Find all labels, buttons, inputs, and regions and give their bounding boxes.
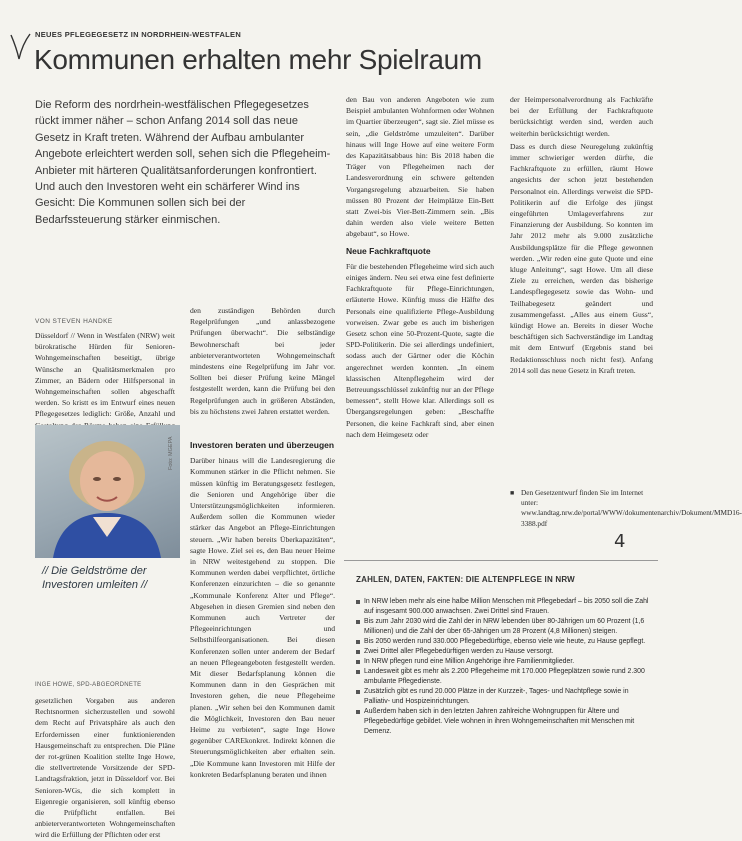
article-column-1-bottom bbox=[35, 695, 175, 841]
pull-quote: // Die Geldströme der Investoren umleiten // bbox=[42, 565, 148, 591]
portrait-illustration bbox=[35, 425, 180, 558]
article-headline: Kommunen erhalten mehr Spielraum bbox=[34, 44, 482, 75]
facts-item: Bis 2050 werden rund 330.000 Pflegebedürftige, ebenso viele wie heute, zu Hause gepflegt. bbox=[356, 637, 652, 647]
quote-author: INGE HOWE, SPD-ABGEORDNETE bbox=[35, 682, 142, 688]
facts-item: Zwei Drittel aller Pflegebedürftigen werden zu Hause versorgt. bbox=[356, 647, 652, 657]
section-kicker: NEUES PFLEGEGESETZ IN NORDRHEIN-WESTFALEN bbox=[35, 30, 242, 39]
facts-item: Landesweit gibt es mehr als 2.200 Pflegeheime mit 170.000 Pflegeplätzen sowie rund 2.300 ambulante Pflegedienste. bbox=[356, 667, 652, 687]
facts-item: Außerdem haben sich in den letzten Jahren zahlreiche Wohngruppen für Ältere und Pflegebedürftige gebildet. Viele wohnen in ihren Wohngemeinschaften mit Menschen mit Demenz. bbox=[356, 707, 652, 737]
facts-box bbox=[344, 560, 658, 839]
subheading: Investoren beraten und überzeugen bbox=[190, 440, 335, 450]
portrait-photo bbox=[35, 425, 180, 558]
article-paragraph: Dass es durch diese Neuregelung zukünftig immer schwieriger werden dürfte, die Fachkraftquote zu erfüllen, räumt Howe angesichts der schon jetzt bestehenden Personalnot ein. Allerdings verweist die SPD-Politikerin auf die Erfolge des jüngst eingeführten Umlageverfahrens zur Finanzierung der Ausbildung. So konnten im Jahr 2012 mehr als 9.000 zusätzliche Ausbildungsplätze für die Pflege gewonnen werden. „Wir reden eine gute Quote und eine kluge Anleitung“, sagt Howe. Um all diese Ziele zu erreichen, werden das bisherige Landespflegegesetz sowie das Wohn- und Teilhabegesetz geändert und zusammengefasst. „Alles aus einem Guss“, kündigt Howe an. Bereits in dieser Woche beschäftigen sich Sachverständige im Landtag mit dem Entwurf (Ergebnis stand bei Redaktionsschluss noch nicht fest). Anfang 2014 soll das neue Gesetz in Kraft treten. bbox=[510, 141, 653, 375]
article-paragraph: Darüber hinaus will die Landesregierung die Kommunen stärker in die Pflicht nehmen. Sie müssen künftig im Beratungsgesetz festlegen, die Senioren und Angehörige über die Unterstützungsmöglichkeiten informieren. Außerdem sollen die Kommunen wieder stärker das Angebot an Pflege-Einrichtungen steuern. „Wir haben bereits Überkapazitäten“, sagte Howe. Ziel sei es, den Bau neuer Heime in NRW weitestgehend zu stoppen. Die Kommunen werden dabei verpflichtet, örtliche Konferenzen einzurichten – die so genannte „Kommunale Konferenz Alter und Pflege“. Abgesehen in diesen Gremien sind neben den Kommunen auch Vertreter der Pflegeeinrichtungen und Selbsthilfeorganisationen. Bei diesen Konferenzen sollen unter anderem der Bedarf an neuen Pflegeangeboten festgestellt werden. Mit dieser Bedarfsplanung können die Kommunen dann in den Gesprächen mit Investoren gehen, die neue Pflegeheime planen. „Wir sehen bei den Kommunen damit die Möglichkeit, Investoren den Bau neuer Heime zu verbieten“, sagte Inge Howe gegenüber CAREkonkret. Indirekt können die Steuerungsmöglichkeiten aber erhalten sein. „Die Kommune kann Investoren mit Hilfe der konkreten Bedarfsplanung beraten und ihnen bbox=[190, 456, 335, 779]
facts-title: ZAHLEN, DATEN, FAKTEN: DIE ALTENPFLEGE IN NRW bbox=[356, 575, 575, 584]
article-column-4 bbox=[510, 94, 653, 376]
article-paragraph: der Heimpersonalverordnung als Fachkräfte bei der Erfüllung der Fachkraftquote berücksichtigt werden sind, werden auch weiterhin berücksichtigt werden. bbox=[510, 95, 653, 138]
article-paragraph: Düsseldorf // Wenn in Westfalen (NRW) weit bürokratische Hürden für Senioren-Wohngemeinschaften beseitigt, übrige Wünsche an Qualitätsmerkmalen pro Zimmer, an Bädern oder Hilfspersonal in Wohngemeinschaften sollen abgeschafft werden. So kristt es im Entwurf eines neuen Pflegegesetzes lediglich: Größe, Anzahl und bbox=[35, 331, 175, 419]
subheading: Neue Fachkraftquote bbox=[346, 245, 431, 256]
photo-credit: Foto: MGEPA bbox=[168, 436, 174, 470]
byline: VON STEVEN HANDKE bbox=[35, 318, 113, 325]
facts-item: In NRW leben mehr als eine halbe Million Menschen mit Pflegebedarf – bis 2050 soll die Zahl auf insgesamt 900.000 anwachsen. Zwei Drittel sind Frauen. bbox=[356, 597, 652, 617]
article-lead: Die Reform des nordrhein-westfälischen Pflegegesetzes rückt immer näher – schon Anfang 2014 soll das neue Gesetz in Kraft treten. Während der Aufbau ambulanter Angebote erleichtert werden soll, sehen sich die Pflegeheim-Anbieter mit härteren Qualitätsanforderungen konfrontiert. Und auch den Investoren weht ein schärferer Wind ins Gesicht: Die Kommunen sollen sich bei der Bedarfssteuerung stärker einmischen. bbox=[35, 99, 331, 226]
note-bullet-icon: ■ bbox=[510, 489, 515, 497]
facts-item: Zusätzlich gibt es rund 20.000 Plätze in der Kurzzeit-, Tages- und Nachtpflege sowie in Palliativ- und Hospizeinrichtungen. bbox=[356, 687, 652, 707]
article-column-2-bottom bbox=[190, 434, 335, 780]
article-column-2-top bbox=[190, 305, 335, 417]
facts-list bbox=[356, 597, 652, 737]
handwritten-page-mark: 4 bbox=[614, 531, 626, 552]
article-column-3 bbox=[346, 94, 494, 440]
article-paragraph: den zuständigen Behörden durch Regelprüfungen „und anlassbezogene Prüfungen überwacht“. Die selbständige Bewohnerschaft bei jeder anbieterverantworteten Wohngemeinschaft mindestens eine Regelprüfung im Jahr vor. Sollten bei dieser Prüfung keine Mängel festgestellt werden, kann die Prüfung bei den Regelprüfungen auch in größeren Abständen, bis zu höchstens zwei Jahren erstattet werden. bbox=[190, 306, 335, 416]
article-paragraph: Für die bestehenden Pflegeheime wird sich auch einiges ändern. Neu sei etwa eine fest definierte Fachkraftquote für Pflege-Einrichtungen, erläuterte Howe. Künftig muss die Hälfte des Personals eine qualifizierte Pflege-Ausbildung vorweisen. Zwar gebe es auch im bisherigen Gesetz schon eine 50-Prozent-Quote, sagte die SPD-Politikerin. Die sei allerdings undefiniert, sodass auch der Gärtner oder die Köchin angerechnet werden konnten. „In einem klassischen Altenpflegeheim wird der Betreuungsschlüssel zukünftig nur an der Pflege bemessen“, stellt Howe klar. Allerdings soll es Übergangsregelungen geben: „Beschaffte Personen, die keine Fachkraft sind, aber einen nach dem Heimgesetz oder bbox=[346, 261, 494, 439]
internet-note: Den Gesetzentwurf finden Sie im Internet unter: www.landtag.nrw.de/portal/WWW/dokumentenarchiv/Dokument/MMD16-3388.pdf bbox=[521, 488, 742, 528]
facts-item: Bis zum Jahr 2030 wird die Zahl der in NRW lebenden über 80-Jährigen um 60 Prozent (1,6 Millionen) und die Zahl der über 65-Jährigen um 28 Prozent (4,8 Millionen) steigen. bbox=[356, 617, 652, 637]
handwritten-check-mark bbox=[8, 32, 32, 62]
article-paragraph: den Bau von anderen Angeboten wie zum Beispiel ambulanten Wohnformen oder Wohnen im Quartier überzeugen“, sagt sie. Ziel müsse es sein, „die Geldströme umzuleiten“. Darüber hinaus will Inge Howe auf eine weitere Form des Kapazitätsabbaus hin: Bis 2018 haben die Träger von Pflegeheimen nach der Landesverordnung ein schwere geltenden Vorgangsregelung abzuarbeiten. Sie haben müssen 80 Prozent der Heimplätze Ein-Bett statt Zwei-bis Vier-Bett-Zimmern sein. „Bis dahin werden also viele weitere Betten abgebaut“, so Howe. bbox=[346, 95, 494, 239]
article-paragraph: gesetzlichen Vorgaben aus anderen Rechtsnormen sicherzustellen und sowohl dem Recht auf Privatsphäre als auch den Erfordernissen einer funktionierenden Hausgemeinschaft zu entsprechen. Die Pläne der rot-grünen Koalition stellte Inge Howe, die stellvertretende Vorsitzende der SPD-Landtagsfraktion, jetzt in Düsseldorf vor. Bei Senioren-WGs, die sich komplett in Eigenregie organisieren, soll künftig ebenso die Prüfpflicht entfallen. Bei anbieterverantworteten Wohngemeinschaften wird die Erfüllung der Pflichten oder erst bbox=[35, 696, 175, 840]
facts-item: In NRW pflegen rund eine Million Angehörige ihre Familienmitglieder. bbox=[356, 657, 652, 667]
